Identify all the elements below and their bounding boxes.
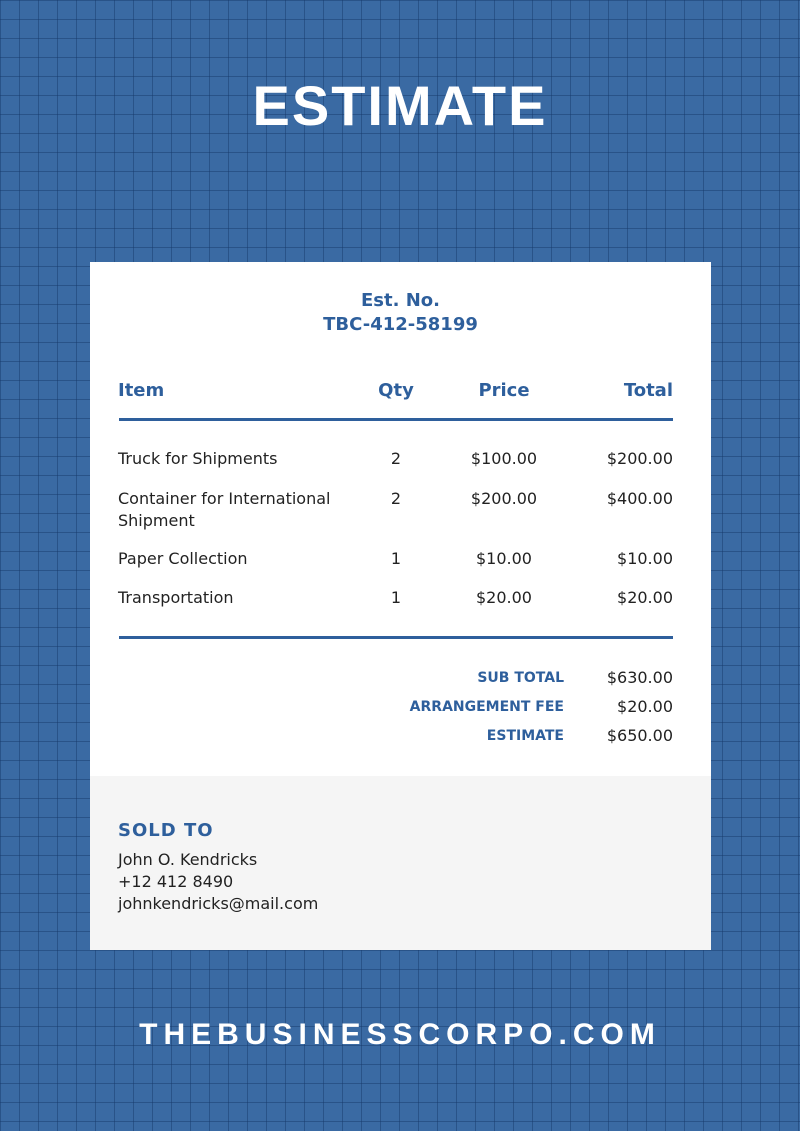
row-item: Transportation	[118, 588, 234, 607]
subtotal-label: SUB TOTAL	[477, 670, 564, 686]
row-price: $10.00	[476, 549, 532, 568]
customer-name: John O. Kendricks	[118, 850, 258, 869]
row-price: $100.00	[470, 449, 538, 468]
row-item: Paper Collection	[118, 549, 248, 568]
estimate-number-label: Est. No.	[361, 290, 440, 311]
website-footer: THEBUSINESSCORPO.COM	[139, 1018, 661, 1051]
customer-email: johnkendricks@mail.com	[118, 894, 319, 913]
row-qty: 2	[390, 449, 402, 468]
row-qty: 2	[390, 489, 402, 508]
document-title: ESTIMATE	[252, 74, 548, 137]
row-price: $200.00	[470, 489, 538, 508]
row-qty: 1	[390, 549, 402, 568]
column-header-item: Item	[118, 380, 165, 401]
arrangement-fee-value: $20.00	[617, 697, 673, 716]
row-total: $20.00	[617, 588, 673, 607]
row-price: $20.00	[476, 588, 532, 607]
subtotal-value: $630.00	[606, 668, 673, 687]
header-divider	[119, 418, 673, 421]
estimate-total-value: $650.00	[606, 726, 673, 745]
column-header-qty: Qty	[378, 380, 414, 401]
row-total: $200.00	[606, 449, 673, 468]
row-qty: 1	[390, 588, 402, 607]
row-item: Container for International Shipment	[118, 489, 331, 530]
sold-to-section	[90, 776, 711, 950]
sold-to-heading: SOLD TO	[118, 820, 214, 841]
column-header-price: Price	[478, 380, 530, 401]
estimate-total-label: ESTIMATE	[486, 728, 564, 744]
row-total: $400.00	[606, 489, 673, 508]
arrangement-fee-label: ARRANGEMENT FEE	[409, 699, 564, 715]
row-total: $10.00	[617, 549, 673, 568]
column-header-total: Total	[623, 380, 673, 401]
row-item: Truck for Shipments	[118, 449, 278, 468]
items-divider	[119, 636, 673, 639]
customer-phone: +12 412 8490	[118, 872, 234, 891]
estimate-number: TBC-412-58199	[323, 314, 478, 335]
estimate-card	[90, 262, 711, 950]
